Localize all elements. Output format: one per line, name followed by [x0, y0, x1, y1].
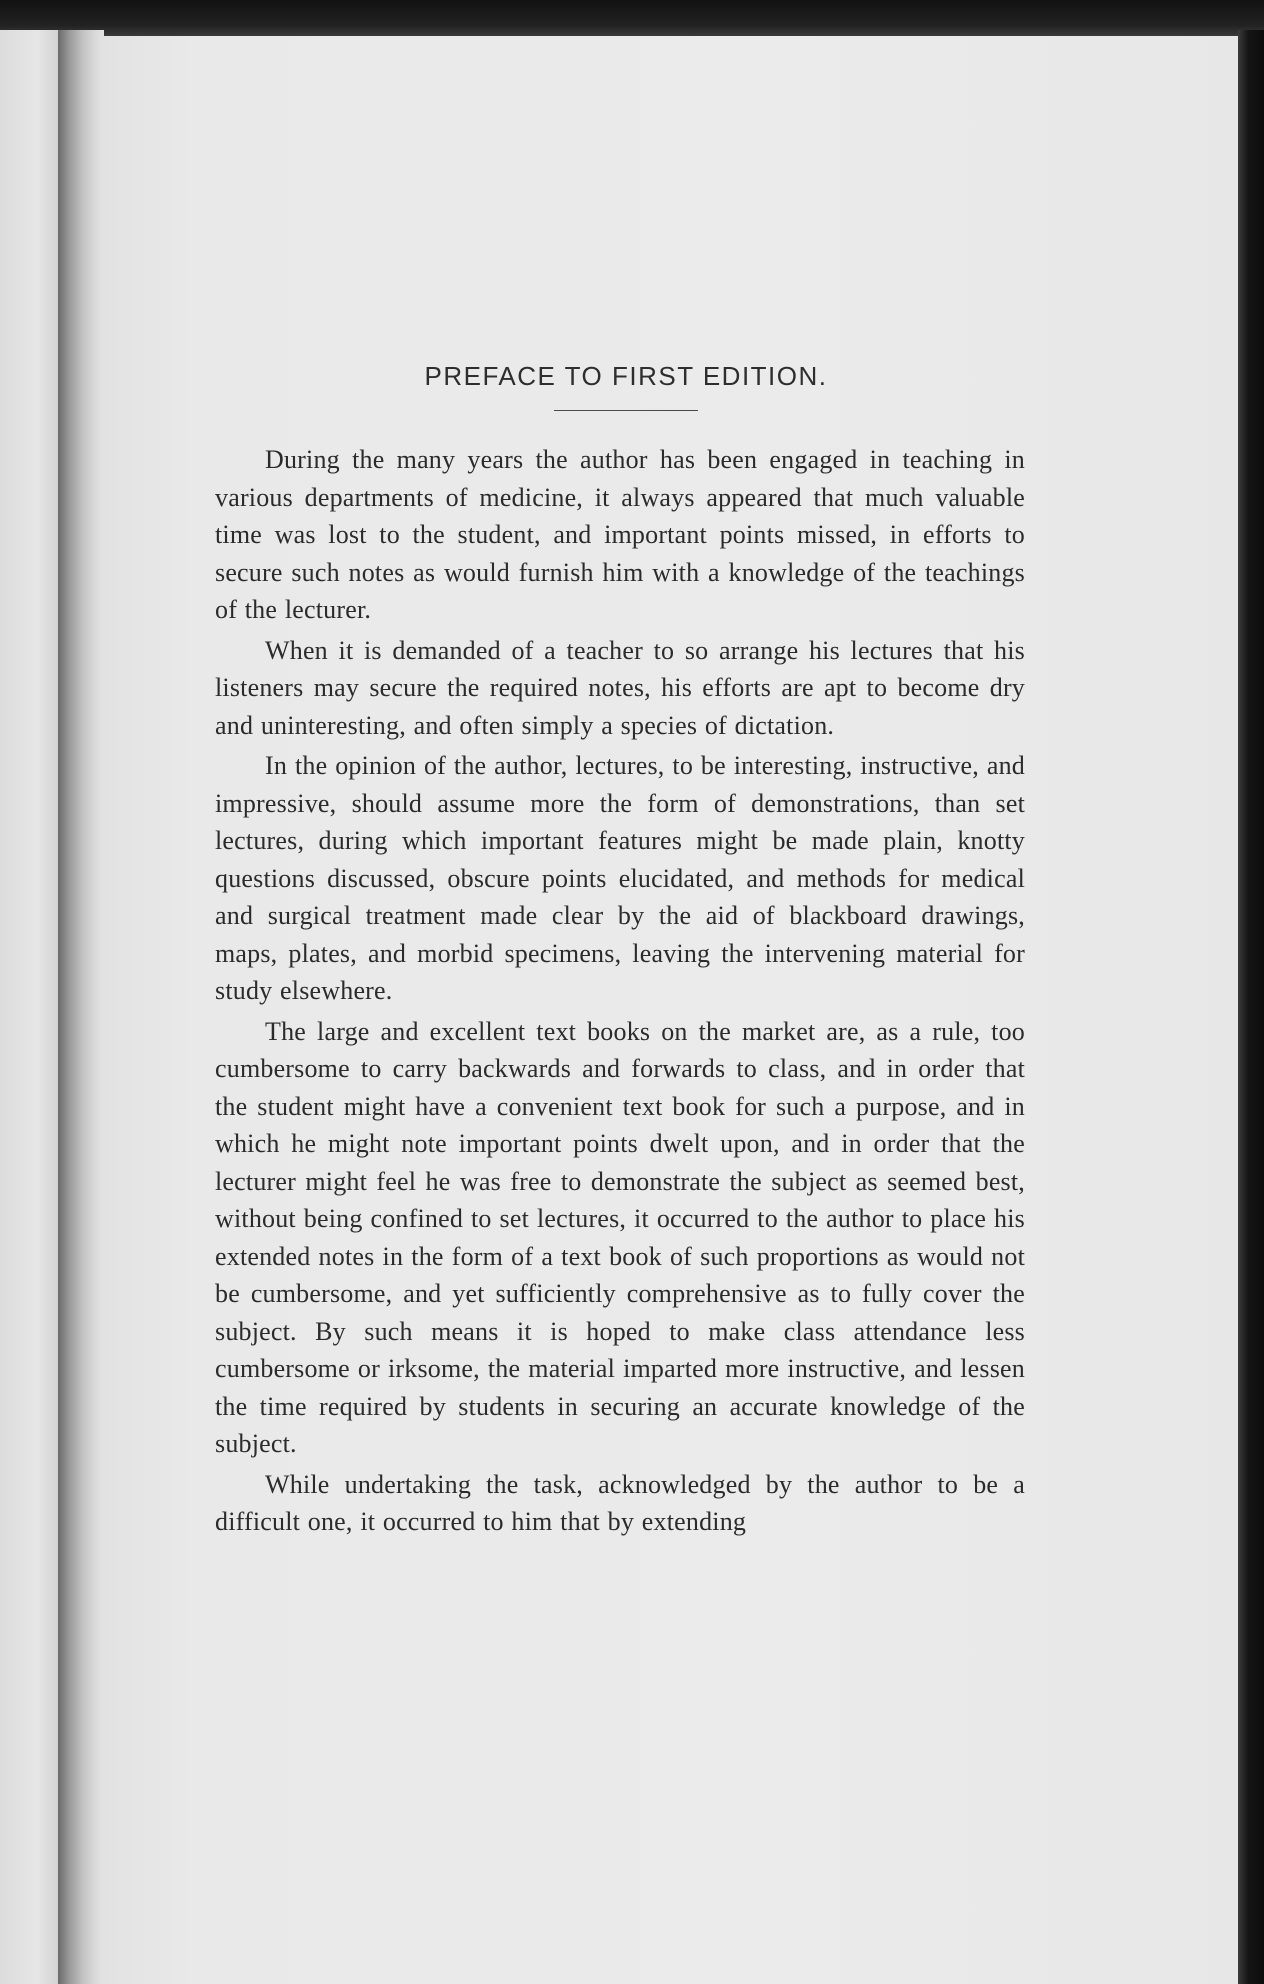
scan-right-border: [1238, 30, 1264, 1984]
preface-paragraph-2: When it is demanded of a teacher to so arrange his lectures that his listeners may secure the required notes, his efforts are apt to become dry and uninteresting, and often simply a species of dictation.: [215, 635, 1025, 740]
preface-paragraph-3: In the opinion of the author, lectures, to be interesting, instructive, and impressive, should assume more the form of demonstrations, than set lectures, during which important features might be made plain, knotty questions discussed, obscure points elucidated, and methods for medical and surgical treatment made clear by the aid of blackboard drawings, maps, plates, and morbid specimens, leaving the intervening material for study elsewhere.: [215, 751, 1025, 1005]
book-gutter-shadow: [58, 30, 104, 1984]
preface-paragraph-4: The large and excellent text books on the market are, as a rule, too cumbersome to carry backwards and forwards to class, and in order that the student might have a convenient text book for such a purpose, and in which he might note important points dwelt upon, and in order that the lecturer might feel he was free to demonstrate the subject as seemed best, without being confined to set lectures, it occurred to the author to place his extended notes in the form of a text book of such proportions as would not be cumbersome, and yet sufficiently comprehensive as to fully cover the subject. By such means it is hoped to make class attendance less cumbersome or irksome, the material imparted more instructive, and lessen the time required by students in securing an accurate knowledge of the subject.: [215, 1016, 1025, 1458]
preface-text-block: [215, 352, 1025, 1541]
preface-heading: PREFACE TO FIRST EDITION.: [424, 361, 828, 391]
left-page-edge: [0, 30, 62, 1984]
scan-top-border: [0, 0, 1264, 36]
heading-rule: [554, 410, 698, 411]
preface-paragraph-5: While undertaking the task, acknowledged by the author to be a difficult one, it occurred to him that by extending: [215, 1469, 1025, 1536]
preface-paragraph-1: During the many years the author has been engaged in teaching in various departments of medicine, it always appeared that much valuable time was lost to the student, and important points missed, in efforts to secure such notes as would furnish him with a knowledge of the teachings of the lecturer.: [215, 445, 1025, 624]
